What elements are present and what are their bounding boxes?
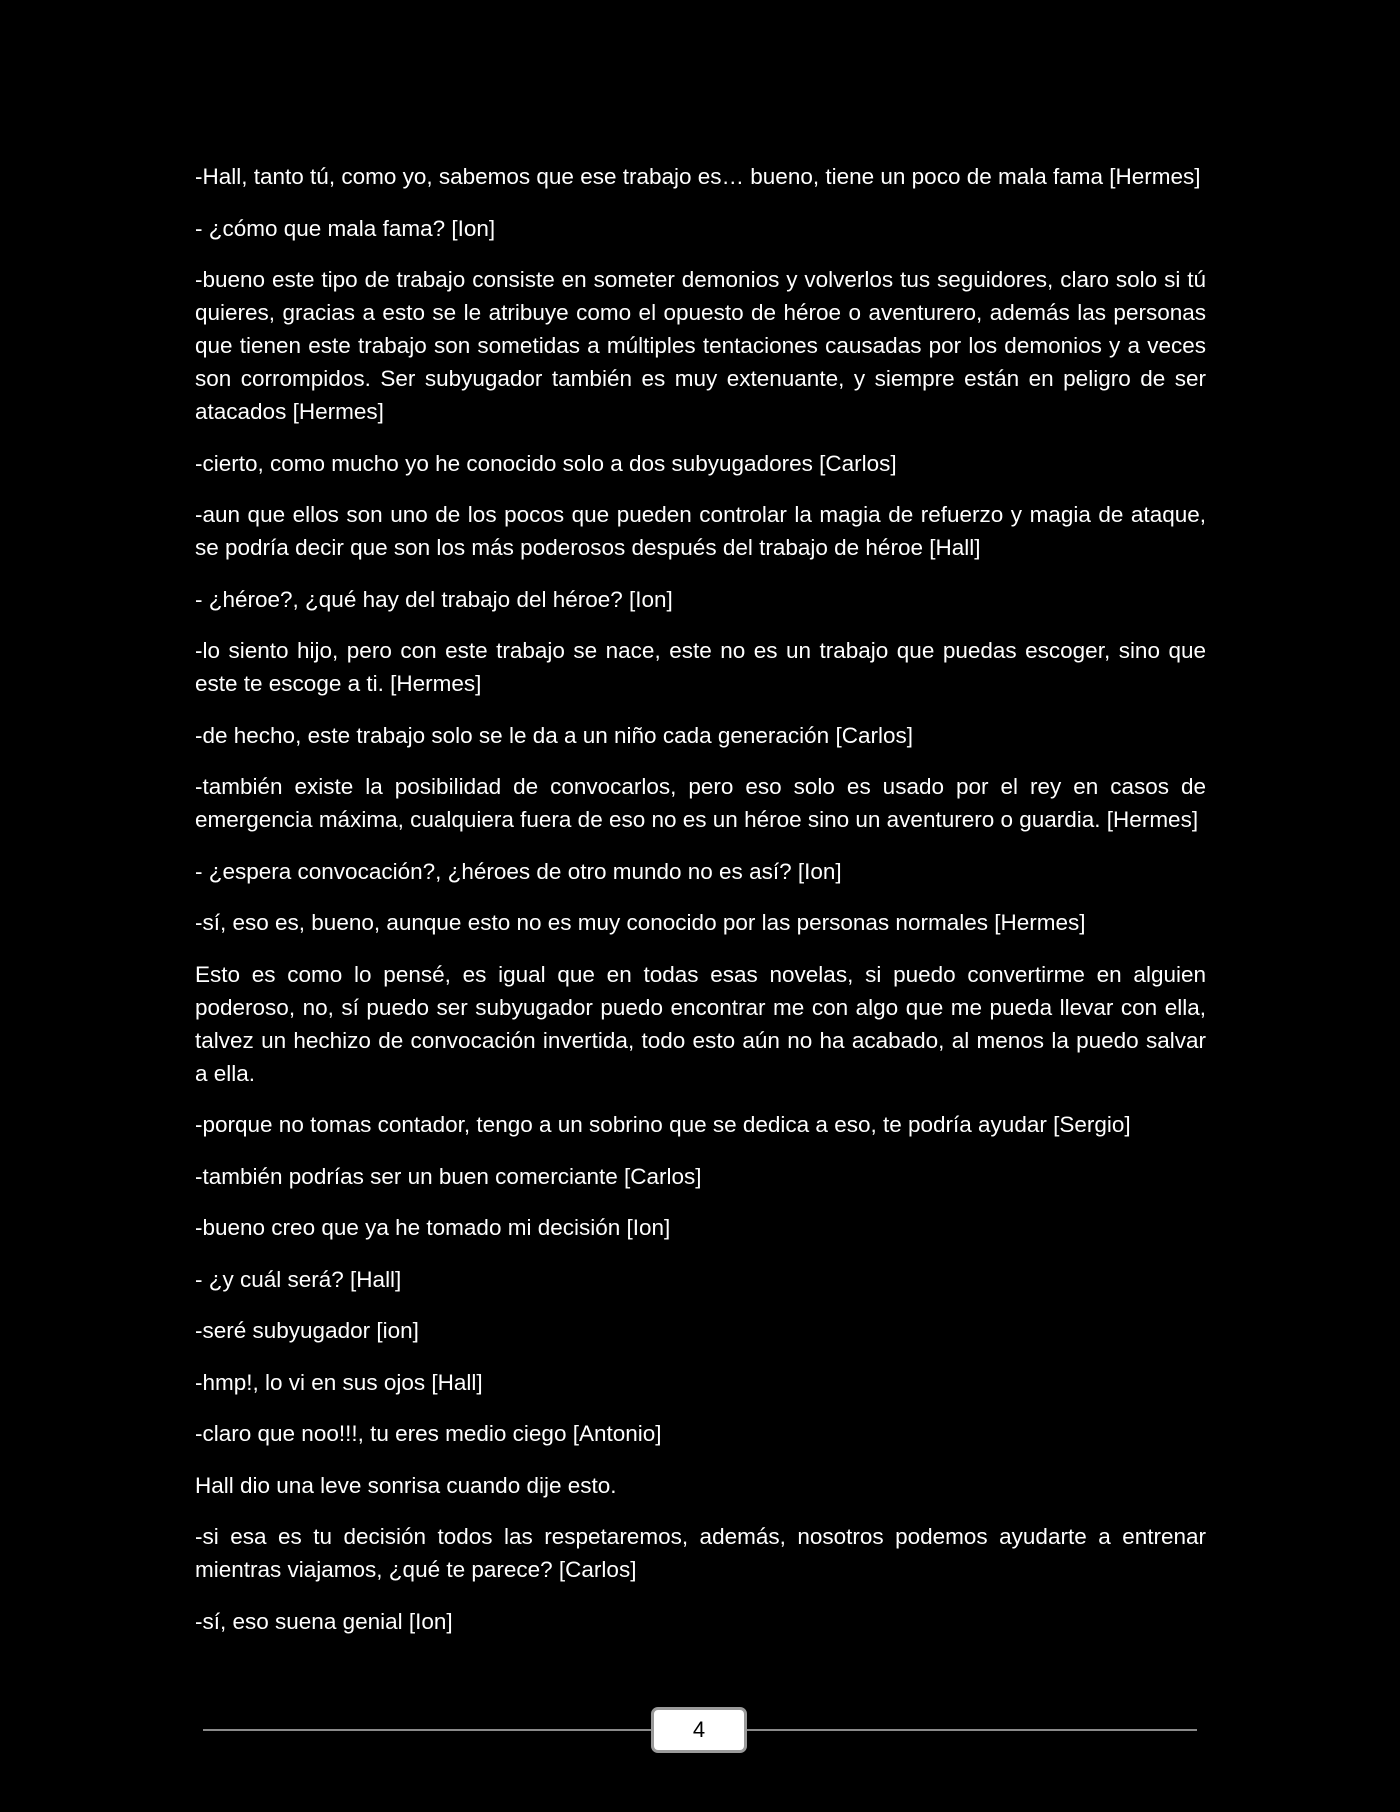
paragraph: -lo siento hijo, pero con este trabajo se nace, este no es un trabajo que puedas escoger, sino que este te escoge a ti. [Hermes] xyxy=(195,638,1206,696)
page-body xyxy=(195,160,1206,1656)
paragraph: Hall dio una leve sonrisa cuando dije esto. xyxy=(195,1472,617,1498)
paragraph: -hmp!, lo vi en sus ojos [Hall] xyxy=(195,1369,483,1395)
paragraph: - ¿espera convocación?, ¿héroes de otro mundo no es así? [Ion] xyxy=(195,858,842,884)
paragraph: -bueno creo que ya he tomado mi decisión [Ion] xyxy=(195,1215,671,1240)
paragraph: Esto es como lo pensé, es igual que en todas esas novelas, si puedo convertirme en alguien poderoso, no, sí puedo ser subyugador puedo encontrar me con algo que me pueda llevar con ella, talvez un hechizo de convocación invertida, todo esto aún no ha acabado, al menos la puedo salvar a ella. xyxy=(195,961,1206,1086)
footer-divider-left xyxy=(203,1729,653,1731)
paragraph: -también podrías ser un buen comerciante [Carlos] xyxy=(195,1163,702,1189)
paragraph: - ¿y cuál será? [Hall] xyxy=(195,1266,402,1292)
paragraph: - ¿cómo que mala fama? [Ion] xyxy=(195,215,496,241)
paragraph: -bueno este tipo de trabajo consiste en someter demonios y volverlos tus seguidores, claro solo si tú quieres, gracias a esto se le atribuye como el opuesto de héroe o aventurero, además las personas que tienen este trabajo son sometidas a múltiples tentaciones causadas por los demonios y a veces son corrompidos. Ser subyugador también es muy extenuante, y siempre están en peligro de ser atacados [Hermes] xyxy=(195,267,1206,424)
paragraph: -de hecho, este trabajo solo se le da a un niño cada generación [Carlos] xyxy=(195,722,913,748)
paragraph: -sí, eso suena genial [Ion] xyxy=(195,1608,453,1634)
paragraph: -cierto, como mucho yo he conocido solo a dos subyugadores [Carlos] xyxy=(195,450,897,476)
paragraph: -claro que noo!!!, tu eres medio ciego [Antonio] xyxy=(195,1421,662,1446)
paragraph: -porque no tomas contador, tengo a un sobrino que se dedica a eso, te podría ayudar [Sergio] xyxy=(195,1112,1131,1137)
paragraph: -también existe la posibilidad de convocarlos, pero eso solo es usado por el rey en casos de emergencia máxima, cualquiera fuera de eso no es un héroe sino un aventurero o guardia. [Hermes] xyxy=(195,774,1206,832)
paragraph: -seré subyugador [ion] xyxy=(195,1318,419,1343)
paragraph: -si esa es tu decisión todos las respetaremos, además, nosotros podemos ayudarte a entrenar mientras viajamos, ¿qué te parece? [Carlos] xyxy=(195,1524,1206,1582)
paragraph: -Hall, tanto tú, como yo, sabemos que ese trabajo es… bueno, tiene un poco de mala fama [Hermes] xyxy=(195,164,1201,189)
paragraph: -sí, eso es, bueno, aunque esto no es muy conocido por las personas normales [Hermes] xyxy=(195,910,1086,935)
footer-divider-right xyxy=(745,1729,1197,1731)
paragraph: -aun que ellos son uno de los pocos que pueden controlar la magia de refuerzo y magia de ataque, se podría decir que son los más poderosos después del trabajo de héroe [Hall] xyxy=(195,502,1206,560)
page-number: 4 xyxy=(651,1707,747,1753)
paragraph: - ¿héroe?, ¿qué hay del trabajo del héroe? [Ion] xyxy=(195,586,673,612)
